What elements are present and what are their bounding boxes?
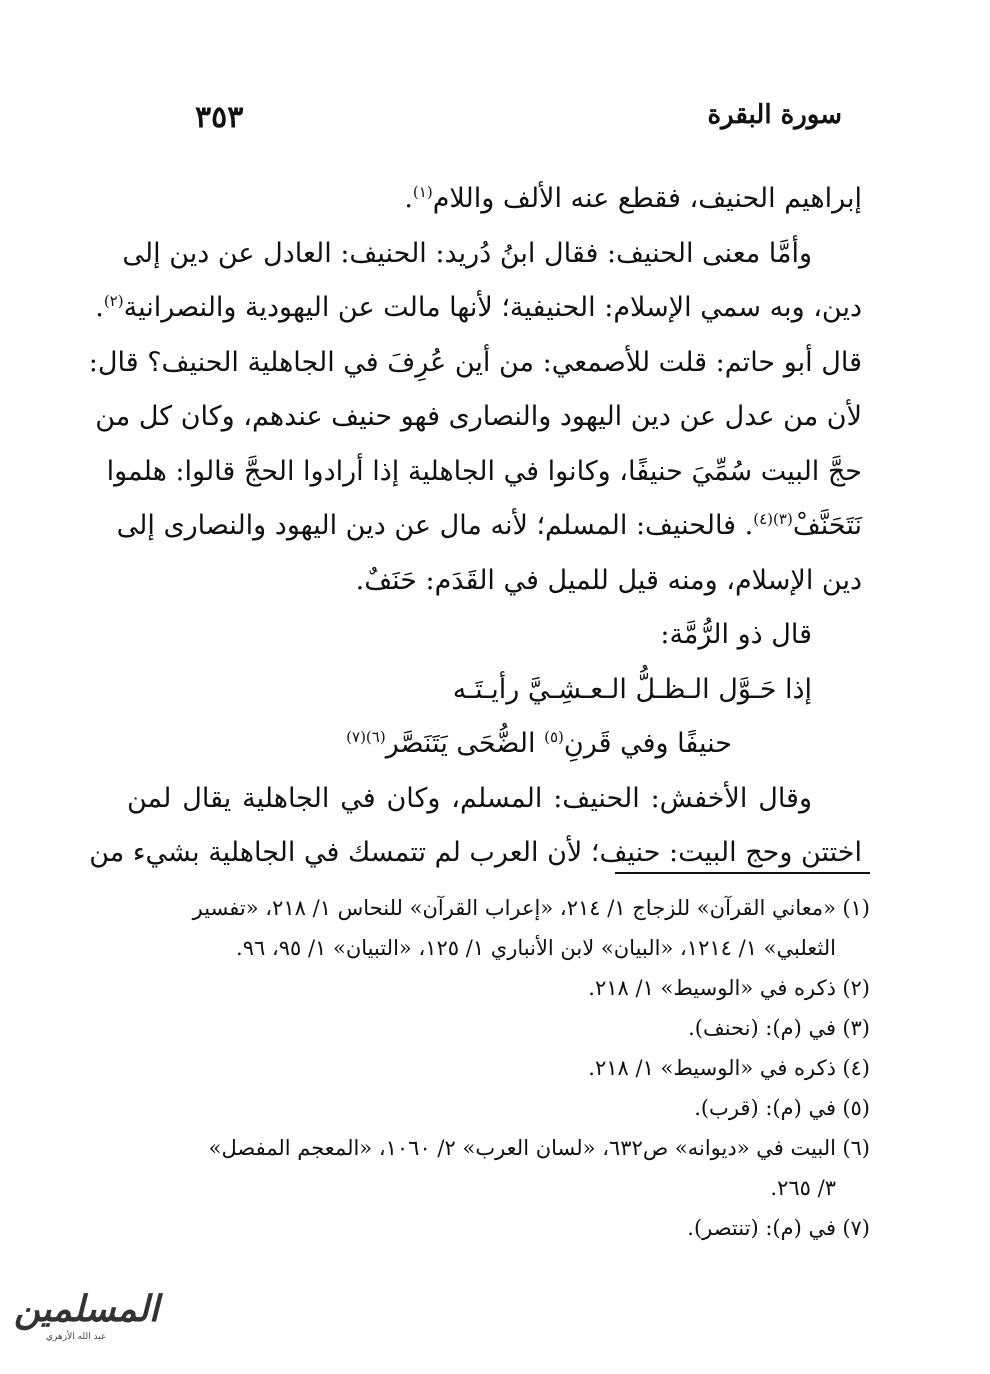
footnote-2: (٢)ذكره في «الوسيط» ١/ ٢١٨. — [588, 976, 870, 1000]
text-line-7: نَتَحَنَّفْ$^{(٣)(٤)}$. فالحنيف: المسلم؛ لأنه مال عن دين اليهود والنصارى إلى — [116, 510, 862, 541]
text-line-9: قال ذو الرُّمَّة: — [660, 619, 812, 650]
footnote-ref-5[interactable]: (٥) — [544, 728, 564, 746]
publisher-logo-subtext: عبد الله الأزهري — [46, 1332, 107, 1342]
footnote-5: (٥)في (م): (قرب). — [694, 1096, 870, 1120]
footnote-1: (١)«معاني القرآن» للزجاج ١/ ٢١٤، «إعراب القرآن» للنحاس ١/ ٢١٨، «تفسير — [192, 896, 870, 920]
footnote-7: (٧)في (م): (تنتصر). — [687, 1216, 870, 1240]
page-number: ٣٥٣ — [195, 100, 244, 135]
footnote-3: (٣)في (م): (نحنف). — [688, 1016, 870, 1040]
footnote-ref-2[interactable]: (٢) — [103, 292, 124, 310]
running-header — [140, 100, 850, 140]
footnotes — [120, 888, 870, 1248]
text-line-2: وأمَّا معنى الحنيف: فقال ابنُ دُريد: الحنيف: العادل عن دين إلى — [122, 237, 812, 269]
verse-hemistich-2: حنيفًا وفي قَرنِ$^{(٥)}$ الضُّحَى يَتَنَصَّر$^{(٦)(٧)}$ — [346, 728, 732, 759]
footnote-ref-6-7[interactable]: (٦)(٧) — [346, 728, 386, 746]
footnote-ref-1[interactable]: (١) — [412, 183, 433, 201]
text-line-8: دين الإسلام، ومنه قيل للميل في القَدَم: حَنَفٌ. — [355, 564, 862, 596]
publisher-logo: المسلمين — [14, 1288, 159, 1330]
text-line-6: حجَّ البيت سُمِّيَ حنيفًا، وكانوا في الجاهلية إذا أرادوا الحجَّ قالوا: هلموا — [106, 455, 862, 487]
footnote-6-continued: ٣/ ٢٦٥. — [770, 1176, 836, 1200]
main-text — [88, 172, 862, 881]
footnote-separator — [615, 872, 870, 874]
footnote-ref-3-4[interactable]: (٣)(٤) — [753, 510, 793, 528]
verse-hemistich-1: إذا حَـوَّل الـظـلُّ الـعـشِـيَّ رأيـتَـه — [452, 673, 812, 705]
text-line-5: لأن من عدل عن دين اليهود والنصارى فهو حنيف عندهم، وكان كل من — [95, 401, 862, 432]
footnote-6: (٦)البيت في «ديوانه» ص٦٣٢، «لسان العرب» ٢/ ١٠٦٠، «المعجم المفصل» — [208, 1136, 870, 1160]
footnote-4: (٤)ذكره في «الوسيط» ١/ ٢١٨. — [588, 1056, 870, 1080]
text-line-13: اختتن وحج البيت: حنيف؛ لأن العرب لم تتمسك في الجاهلية بشيء من — [89, 837, 862, 868]
text-line-1: إبراهيم الحنيف، فقطع عنه الألف واللام$^{(١)}$. — [404, 183, 862, 214]
text-line-3: دين، وبه سمي الإسلام: الحنيفية؛ لأنها مالت عن اليهودية والنصرانية$^{(٢)}$. — [95, 292, 862, 323]
text-line-12: وقال الأخفش: الحنيف: المسلم، وكان في الجاهلية يقال لمن — [127, 782, 812, 814]
text-line-4: قال أبو حاتم: قلت للأصمعي: من أين عُرِفَ في الجاهلية الحنيف؟ قال: — [88, 346, 862, 378]
footnote-1-continued: الثعلبي» ١/ ١٢١٤، «البيان» لابن الأنباري ١/ ١٢٥، «التبيان» ١/ ٩٥، ٩٦. — [236, 936, 836, 960]
surah-title: سورة البقرة — [707, 100, 842, 130]
